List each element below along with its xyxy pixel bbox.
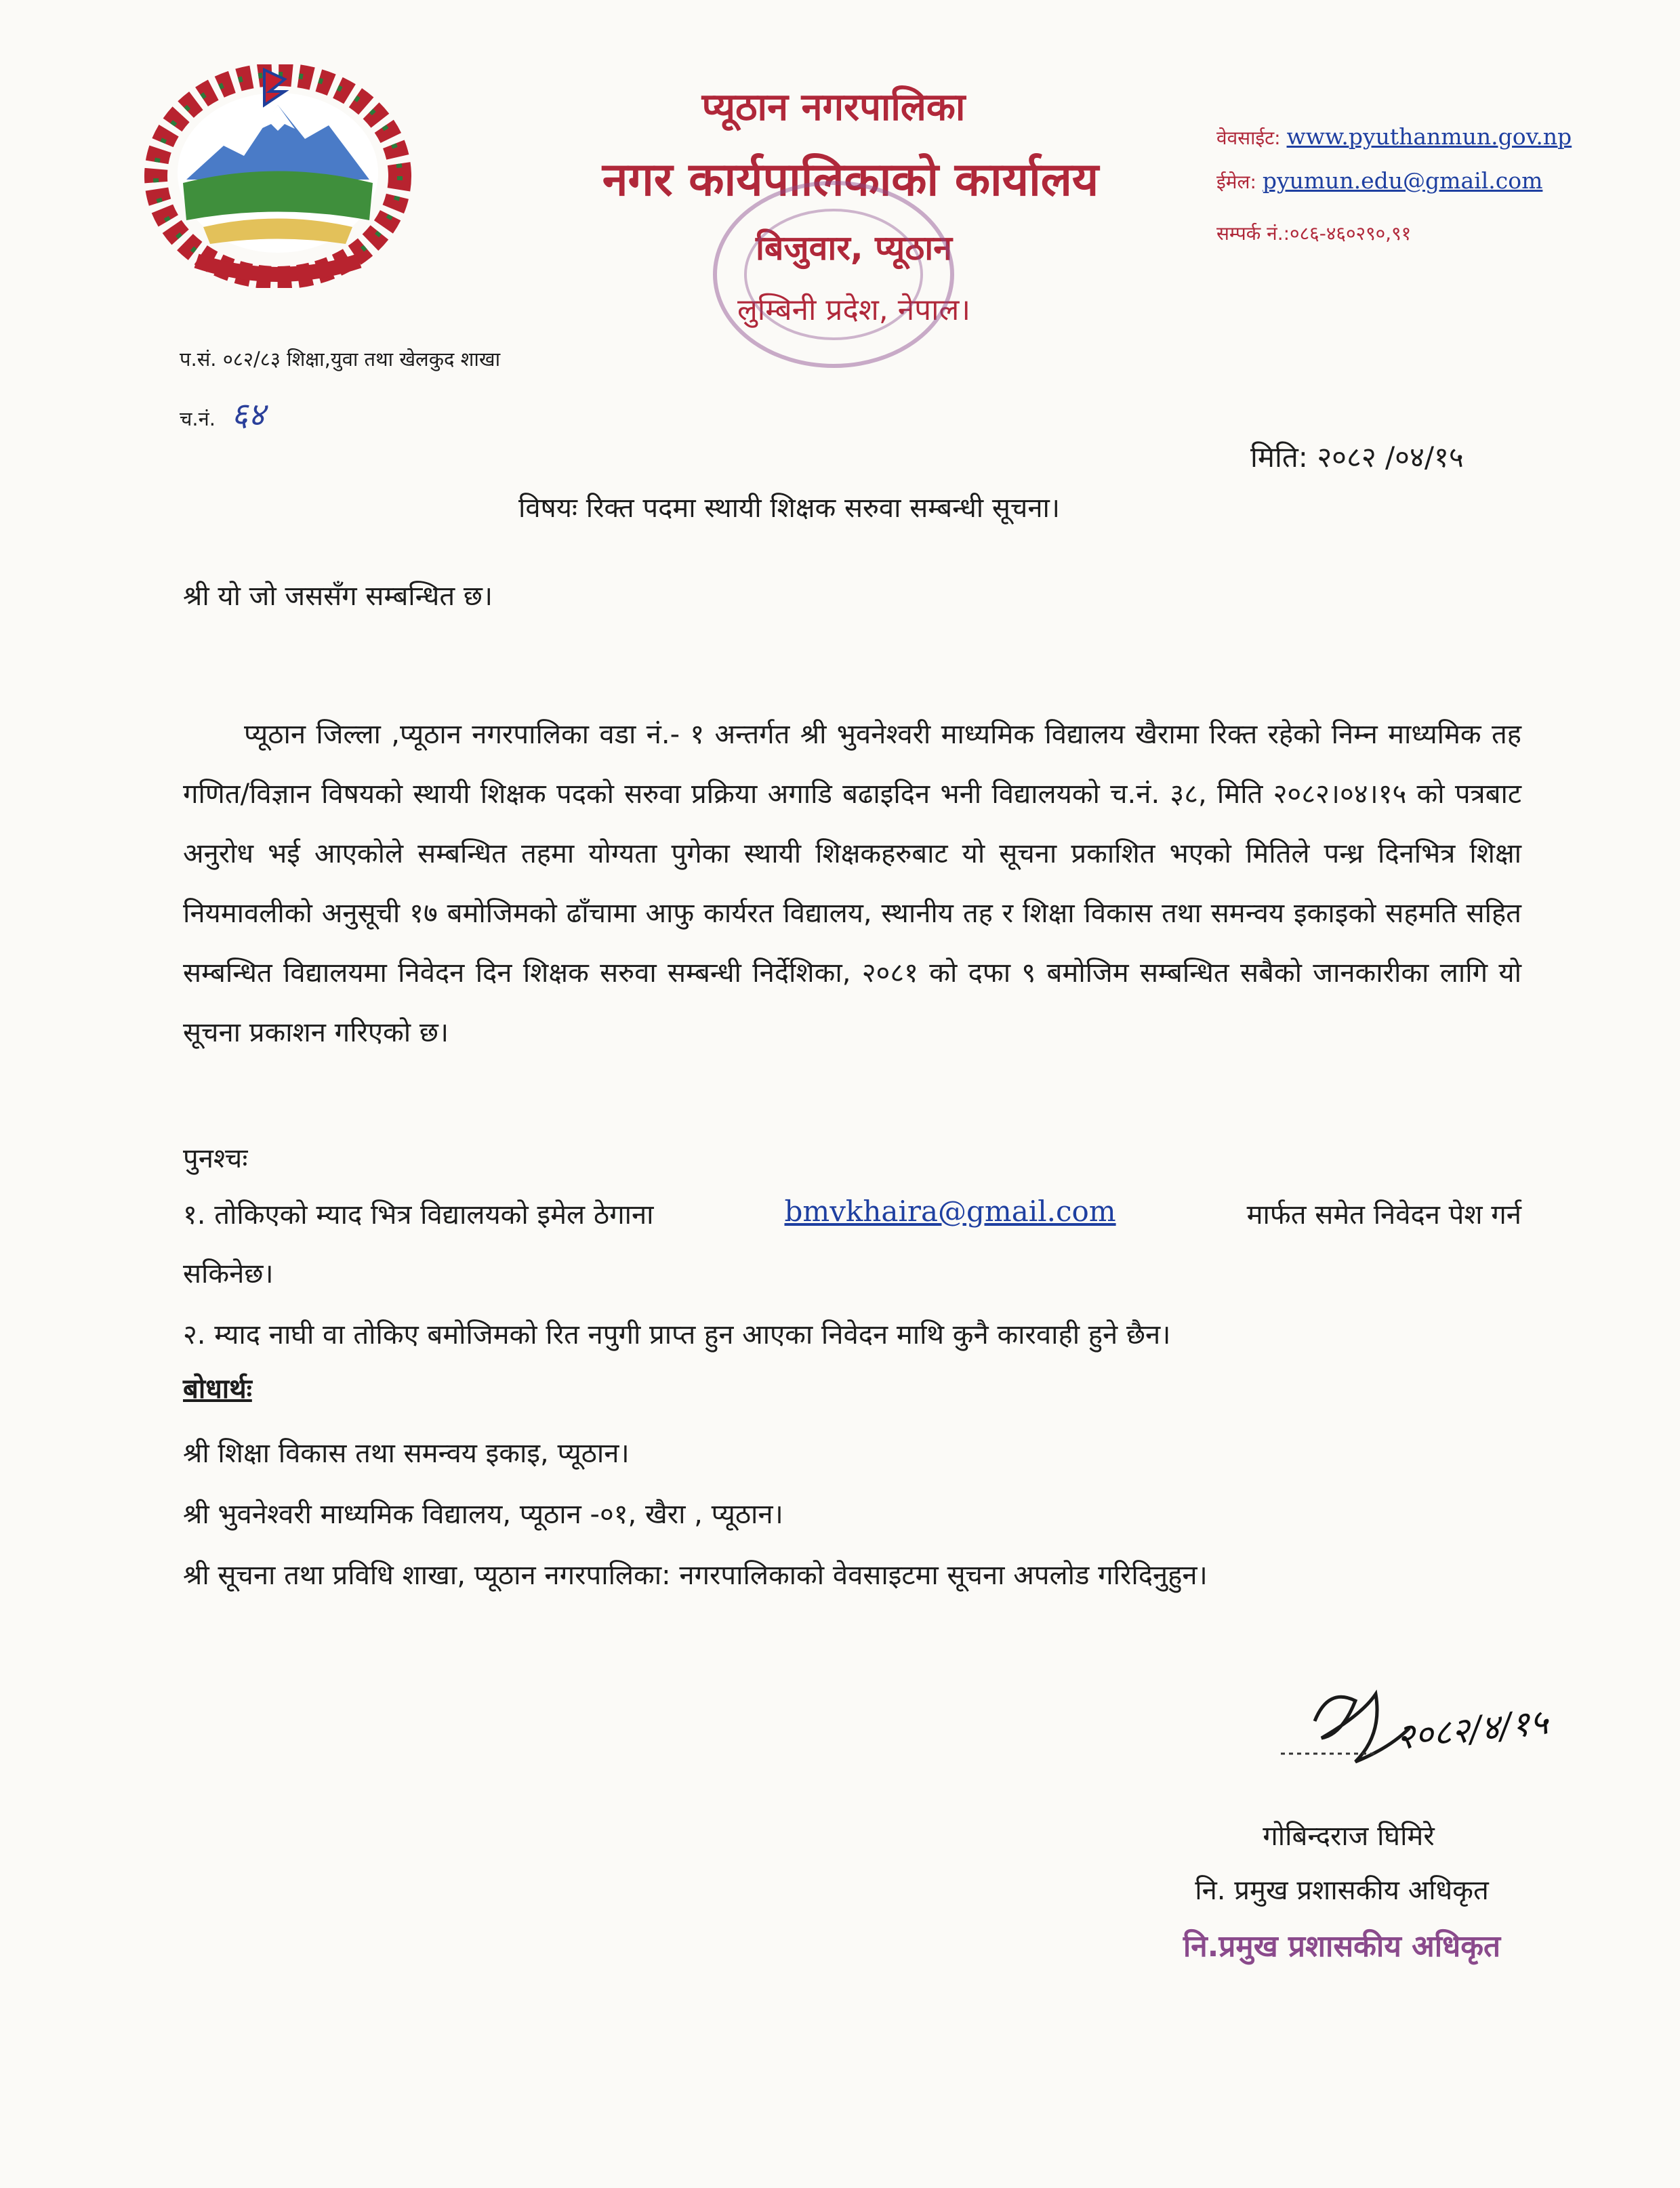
postscript-item-1-cont: सकिनेछ। — [183, 1258, 274, 1289]
website-row — [1216, 123, 1572, 150]
signatory-title-stamp: नि.प्रमुख प्रशासकीय अधिकृत — [1183, 1929, 1501, 1964]
dispatch-label: च.नं. — [180, 407, 216, 430]
website-label: वेवसाईट: — [1216, 127, 1281, 149]
salutation: श्री यो जो जससँग सम्बन्धित छ। — [183, 581, 493, 612]
email-row — [1216, 167, 1542, 194]
cc-label: बोधार्थः — [183, 1374, 252, 1405]
website-link[interactable]: www.pyuthanmun.gov.np — [1286, 123, 1572, 150]
office-place: बिजुवार, प्यूठान — [755, 228, 952, 268]
school-email-link[interactable]: bmvkhaira@gmail.com — [784, 1195, 1116, 1228]
postscript-item-2: २. म्याद नाघी वा तोकिए बमोजिमको रित नपुगी प्राप्त हुन आएका निवेदन माथि कुनै कारवाही हुने छैन। — [183, 1319, 1171, 1350]
fiscal-line: प.सं. ०८२/८३ शिक्षा,युवा तथा खेलकुद शाखा — [180, 348, 501, 371]
letter-date: मिति: २०८२ /०४/१५ — [1250, 440, 1464, 474]
body-paragraph: प्यूठान जिल्ला ,प्यूठान नगरपालिका वडा नं.- १ अन्तर्गत श्री भुवनेश्वरी माध्यमिक विद्यालय खैरामा रिक्त रहेको निम्न माध्यमिक तह गणित/विज्ञान विषयको स्थायी शिक्षक पदको सरुवा प्रक्रिया अगाडि बढाइदिन भनी विद्यालयको च.नं. ३८, मिति २०८२।०४।१५ को पत्रबाट अनुरोध भई आएकोले सम्बन्धित तहमा योग्यता पुगेका स्थायी शिक्षकहरुबाट यो सूचना प्रकाशित भएको मितिले पन्ध्र दिनभित्र शिक्षा नियमावलीको अनुसूची १७ बमोजिमको ढाँचामा आफु कार्यरत विद्यालय, स्थानीय तह र शिक्षा विकास तथा समन्वय इकाइको सहमति सहित सम्बन्धित विद्यालयमा निवेदन दिन शिक्षक सरुवा सम्बन्धी निर्देशिका, २०८१ को दफा ९ बमोजिम सम्बन्धित सबैको जानकारीका लागि यो सूचना प्रकाशन गरिएको छ। — [183, 719, 1521, 1048]
phone-row: सम्पर्क नं.:०८६-४६०२९०,९१ — [1216, 222, 1412, 245]
office-round-stamp-icon — [701, 173, 966, 376]
postscript-label: पुनश्चः — [183, 1143, 248, 1174]
cc-item-2: श्री भुवनेश्वरी माध्यमिक विद्यालय, प्यूठान -०१, खैरा , प्यूठान। — [183, 1499, 783, 1530]
cc-item-3: श्री सूचना तथा प्रविधि शाखा, प्यूठान नगरपालिका: नगरपालिकाको वेवसाइटमा सूचना अपलोड गरिदिनुहुन। — [183, 1560, 1208, 1591]
postscript-item-1-text: १. तोकिएको म्याद भित्र विद्यालयको इमेल ठेगाना — [183, 1199, 654, 1231]
dispatch-row — [180, 392, 265, 436]
postscript-item-1-after: मार्फत समेत निवेदन पेश गर्न — [1246, 1199, 1521, 1231]
signatory-title: नि. प्रमुख प्रशासकीय अधिकृत — [1195, 1875, 1489, 1906]
nepal-government-emblem-icon — [142, 64, 413, 288]
email-label: ईमेल: — [1216, 171, 1256, 193]
letter-subject: विषयः रिक्त पदमा स्थायी शिक्षक सरुवा सम्बन्धी सूचना। — [518, 493, 1061, 524]
office-name: नगर कार्यपालिकाको कार्यालय — [602, 153, 1099, 207]
office-email-link[interactable]: pyumun.edu@gmail.com — [1262, 167, 1543, 194]
office-province: लुम्बिनी प्रदेश, नेपाल। — [737, 293, 971, 327]
postscript-item-1 — [183, 1195, 1521, 1232]
signature-date-note: २०८२/४/१५ — [1394, 1701, 1551, 1758]
signatory-name: गोबिन्दराज घिमिरे — [1263, 1821, 1435, 1852]
cc-item-1: श्री शिक्षा विकास तथा समन्वय इकाइ, प्यूठान। — [183, 1438, 630, 1469]
dispatch-number: ६४ — [231, 396, 266, 434]
municipality-name: प्यूठान नगरपालिका — [701, 85, 966, 129]
